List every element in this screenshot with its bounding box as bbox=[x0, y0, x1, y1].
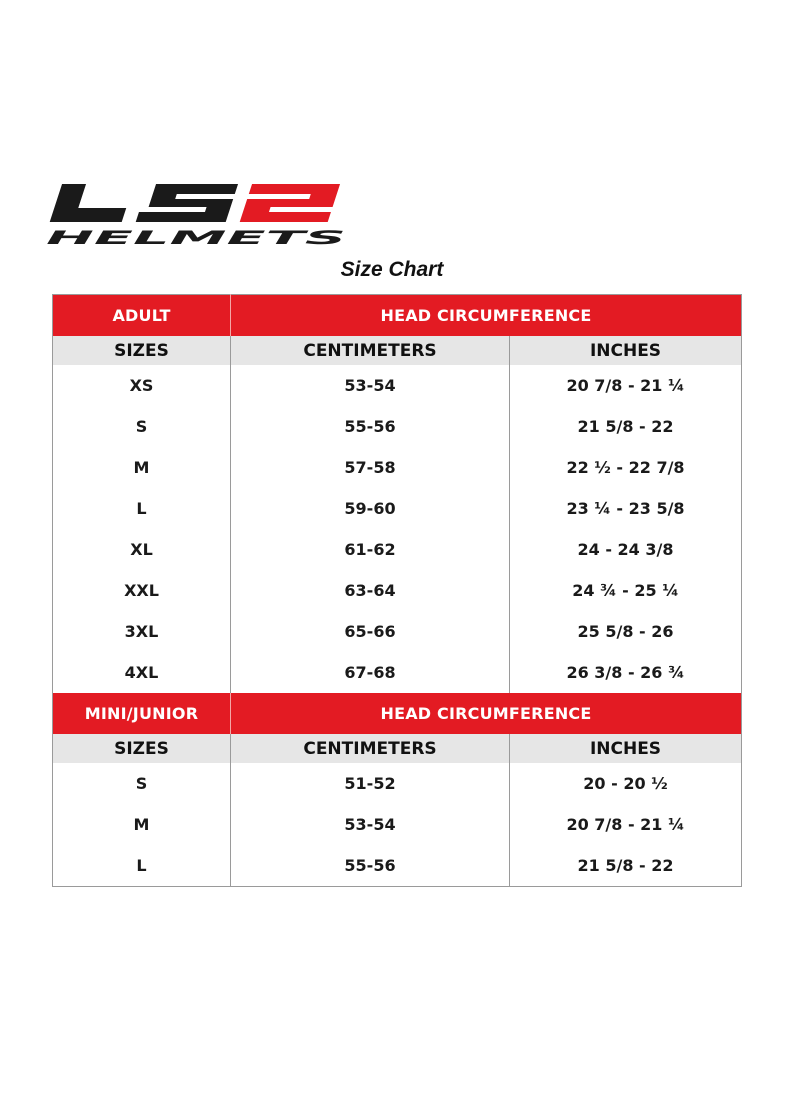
ls2-helmets-logo bbox=[40, 178, 352, 250]
cm-cell: 55-56 bbox=[231, 406, 510, 447]
adult-group-header bbox=[53, 295, 742, 337]
cm-cell: 57-58 bbox=[231, 447, 510, 488]
size-cell: XS bbox=[53, 365, 231, 406]
table-row bbox=[53, 488, 742, 529]
logo-subtext: HELMETS bbox=[46, 227, 346, 249]
cm-cell: 51-52 bbox=[231, 763, 510, 804]
cm-cell: 67-68 bbox=[231, 652, 510, 693]
table-row bbox=[53, 804, 742, 845]
size-cell: S bbox=[53, 763, 231, 804]
inches-cell: 25 5/8 - 26 bbox=[510, 611, 742, 652]
junior-measure-label: HEAD CIRCUMFERENCE bbox=[231, 693, 742, 734]
page-title: Size Chart bbox=[340, 258, 444, 281]
inches-cell: 21 5/8 - 22 bbox=[510, 845, 742, 887]
cm-cell: 65-66 bbox=[231, 611, 510, 652]
table-row bbox=[53, 365, 742, 406]
inches-cell: 20 7/8 - 21 ¼ bbox=[510, 804, 742, 845]
adult-group-label: ADULT bbox=[53, 295, 231, 337]
cm-cell: 61-62 bbox=[231, 529, 510, 570]
size-cell: 3XL bbox=[53, 611, 231, 652]
inches-cell: 23 ¼ - 23 5/8 bbox=[510, 488, 742, 529]
table-row bbox=[53, 406, 742, 447]
size-cell: 4XL bbox=[53, 652, 231, 693]
inches-cell: 24 - 24 3/8 bbox=[510, 529, 742, 570]
table-row bbox=[53, 763, 742, 804]
table-row bbox=[53, 652, 742, 693]
size-cell: M bbox=[53, 447, 231, 488]
table-row bbox=[53, 447, 742, 488]
adult-col-sizes: SIZES bbox=[53, 336, 231, 365]
size-cell: XL bbox=[53, 529, 231, 570]
inches-cell: 21 5/8 - 22 bbox=[510, 406, 742, 447]
size-cell: M bbox=[53, 804, 231, 845]
adult-col-cm: CENTIMETERS bbox=[231, 336, 510, 365]
size-cell: L bbox=[53, 845, 231, 887]
inches-cell: 24 ¾ - 25 ¼ bbox=[510, 570, 742, 611]
cm-cell: 55-56 bbox=[231, 845, 510, 887]
size-chart-table bbox=[52, 294, 742, 887]
junior-col-sizes: SIZES bbox=[53, 734, 231, 763]
size-cell: L bbox=[53, 488, 231, 529]
cm-cell: 63-64 bbox=[231, 570, 510, 611]
cm-cell: 53-54 bbox=[231, 365, 510, 406]
cm-cell: 59-60 bbox=[231, 488, 510, 529]
inches-cell: 20 - 20 ½ bbox=[510, 763, 742, 804]
inches-cell: 26 3/8 - 26 ¾ bbox=[510, 652, 742, 693]
inches-cell: 22 ½ - 22 7/8 bbox=[510, 447, 742, 488]
adult-column-headers bbox=[53, 336, 742, 365]
table-row bbox=[53, 570, 742, 611]
inches-cell: 20 7/8 - 21 ¼ bbox=[510, 365, 742, 406]
junior-col-in: INCHES bbox=[510, 734, 742, 763]
cm-cell: 53-54 bbox=[231, 804, 510, 845]
junior-group-header bbox=[53, 693, 742, 734]
size-cell: XXL bbox=[53, 570, 231, 611]
junior-column-headers bbox=[53, 734, 742, 763]
size-cell: S bbox=[53, 406, 231, 447]
table-row bbox=[53, 529, 742, 570]
table-row bbox=[53, 845, 742, 887]
junior-col-cm: CENTIMETERS bbox=[231, 734, 510, 763]
table-row bbox=[53, 611, 742, 652]
adult-measure-label: HEAD CIRCUMFERENCE bbox=[231, 295, 742, 337]
junior-group-label: MINI/JUNIOR bbox=[53, 693, 231, 734]
adult-col-in: INCHES bbox=[510, 336, 742, 365]
